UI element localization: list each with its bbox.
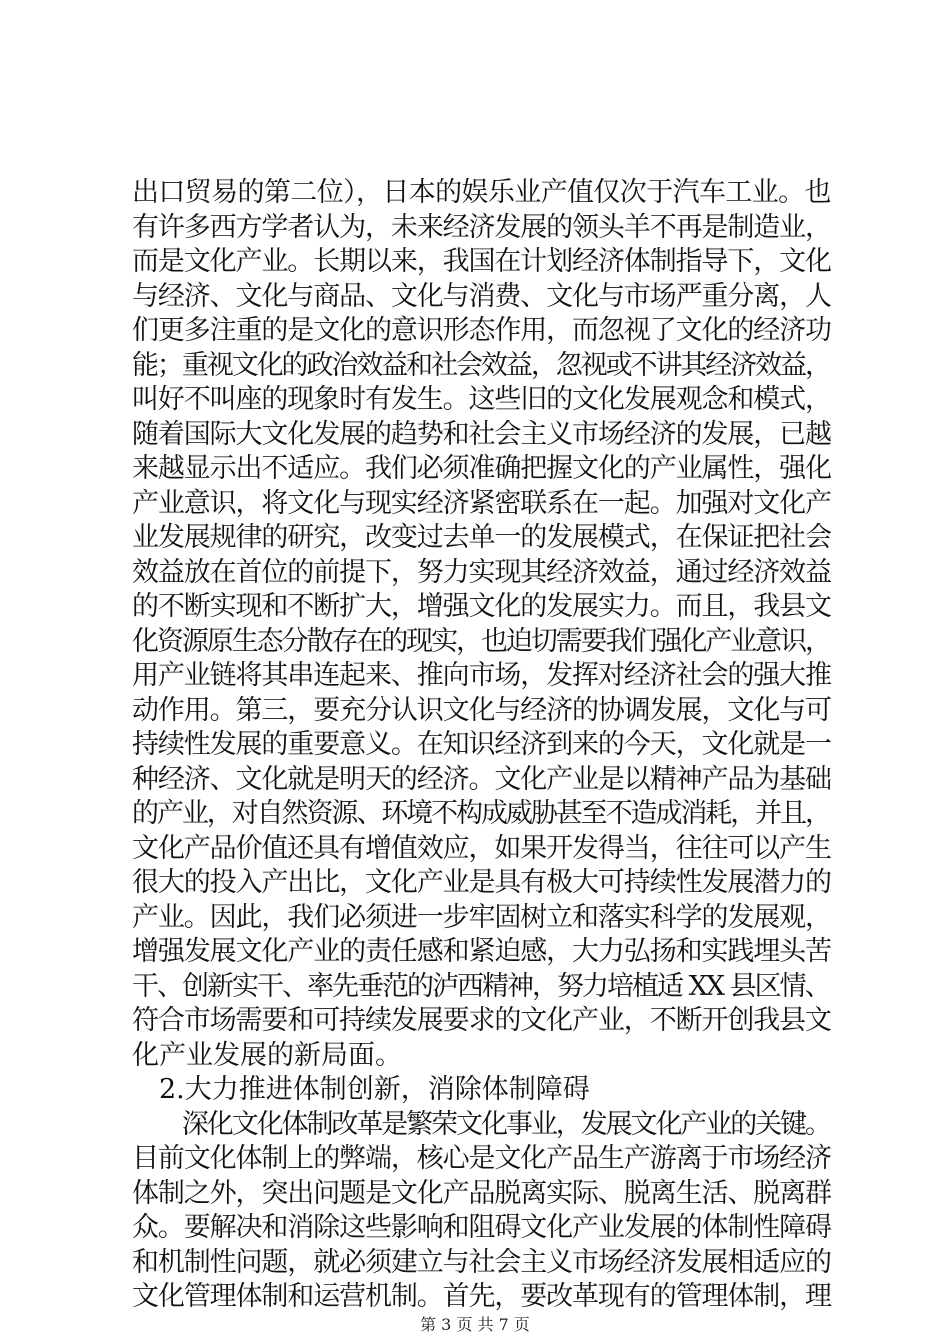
page-footer: 第 3 页 共 7 页: [420, 1315, 530, 1334]
text-line: 目前文化体制上的弊端，核心是文化产品生产游离于市场经济: [132, 1143, 831, 1174]
text-line: 文化产品价值还具有增值效应，如果开发得当，往往可以产生: [132, 832, 831, 864]
text-line: 来越显示出不适应。我们必须准确把握文化的产业属性，强化: [132, 453, 831, 484]
text-line: 很大的投入产出比，文化产业是具有极大可持续性发展潜力的: [132, 867, 831, 898]
text-line: 持续性发展的重要意义。在知识经济到来的今天，文化就是一: [132, 729, 831, 760]
text-line: 动作用。第三，要充分认识文化与经济的协调发展，文化与可: [132, 694, 831, 726]
text-line: 随着国际大文化发展的趋势和社会主义市场经济的发展，已越: [132, 418, 831, 450]
text-line: 叫好不叫座的现象时有发生。这些旧的文化发展观念和模式，: [132, 384, 831, 415]
text-line: 体制之外，突出问题是文化产品脱离实际、脱离生活、脱离群: [132, 1177, 831, 1209]
text-line: 用产业链将其串连起来、推向市场，发挥对经济社会的强大推: [132, 660, 831, 691]
text-line: 出口贸易的第二位），日本的娱乐业产值仅次于汽车工业。也: [132, 177, 831, 208]
text-line: 符合市场需要和可持续发展要求的文化产业，不断开创我县文: [132, 1005, 831, 1036]
text-line: 效益放在首位的前提下，努力实现其经济效益，通过经济效益: [132, 556, 831, 588]
text-line: 的产业，对自然资源、环境不构成威胁甚至不造成消耗，并且，: [132, 798, 830, 829]
text-line: 增强发展文化产业的责任感和紧迫感，大力弘扬和实践埋头苦: [132, 936, 831, 967]
text-line: 深化文化体制改革是繁荣文化事业，发展文化产业的关键。: [132, 1108, 830, 1140]
text-line: 种经济、文化就是明天的经济。文化产业是以精神产品为基础: [132, 763, 831, 795]
text-line: 而是文化产业。长期以来，我国在计划经济体制指导下，文化: [132, 246, 831, 277]
text-line: 产业。因此，我们必须进一步牢固树立和落实科学的发展观，: [132, 901, 831, 933]
text-line: 和机制性问题，就必须建立与社会主义市场经济发展相适应的: [132, 1246, 831, 1278]
text-line: 的不断实现和不断扩大，增强文化的发展实力。而且，我县文: [132, 591, 831, 622]
text-line: 化资源原生态分散存在的现实，也迫切需要我们强化产业意识，: [132, 625, 830, 657]
text-line: 产业意识，将文化与现实经济紧密联系在一起。加强对文化产: [132, 487, 831, 519]
text-line: 有许多西方学者认为，未来经济发展的领头羊不再是制造业，: [132, 211, 831, 243]
text-line: 文化管理体制和运营机制。首先，要改革现有的管理体制，理: [132, 1281, 831, 1312]
text-line: 业发展规律的研究，改变过去单一的发展模式，在保证把社会: [132, 522, 831, 553]
text-line: 2.大力推进体制创新，消除体制障碍: [132, 1074, 590, 1105]
text-line: 能；重视文化的政治效益和社会效益，忽视或不讲其经济效益，: [132, 349, 830, 381]
body-text: [132, 176, 832, 1315]
text-line: 干、创新实干、率先垂范的泸西精神，努力培植适 XX 县区情、: [132, 970, 830, 1002]
text-line: 化产业发展的新局面。: [132, 1039, 402, 1071]
text-line: 众。要解决和消除这些影响和阻碍文化产业发展的体制性障碍: [132, 1212, 831, 1243]
text-line: 们更多注重的是文化的意识形态作用，而忽视了文化的经济功: [132, 315, 831, 346]
text-line: 与经济、文化与商品、文化与消费、文化与市场严重分离，人: [132, 280, 831, 312]
